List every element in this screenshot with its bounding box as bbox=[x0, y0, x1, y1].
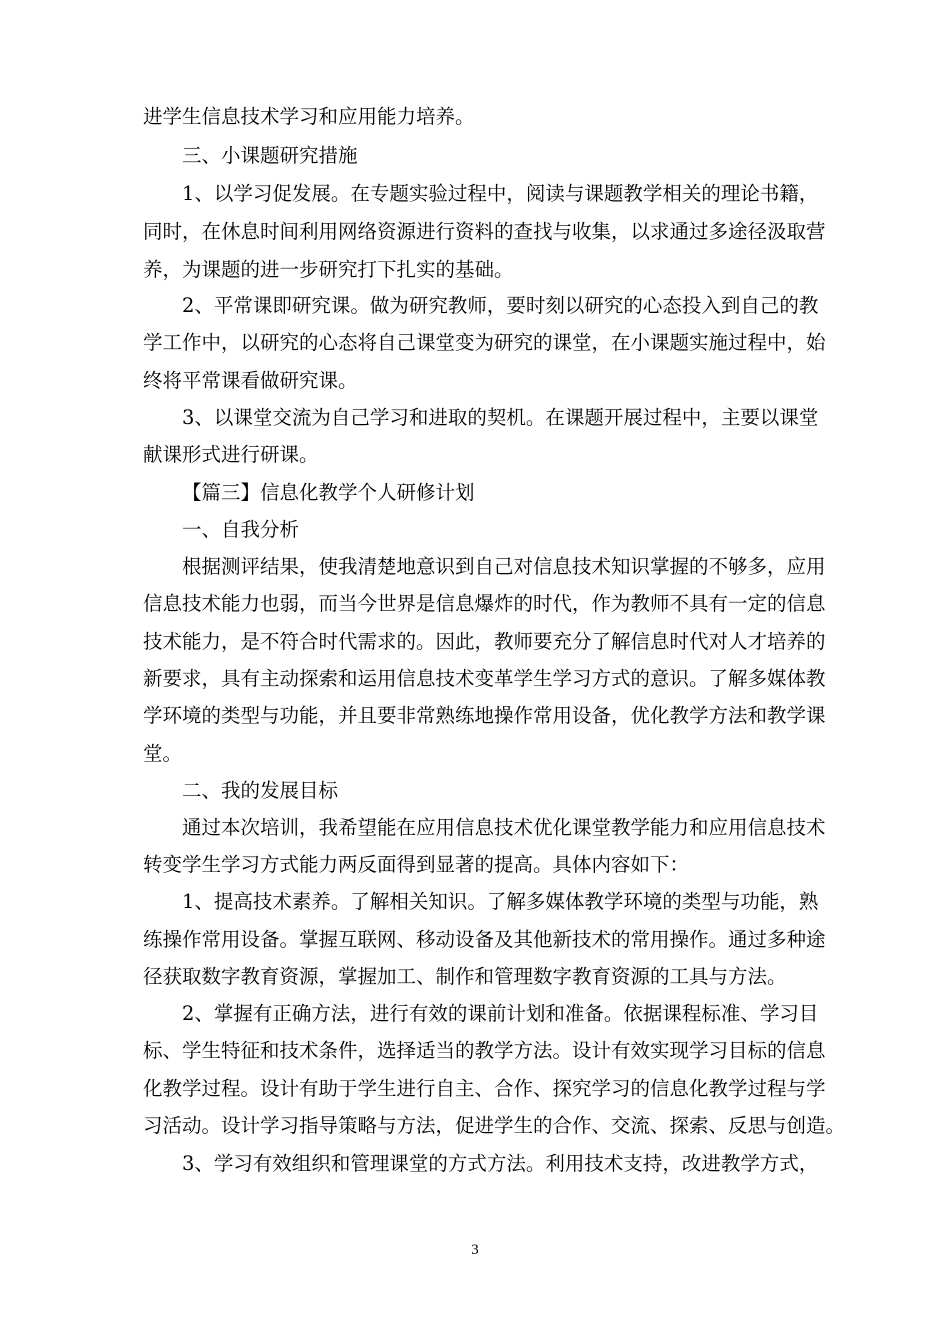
text-line: 进学生信息技术学习和应用能力培养。 bbox=[143, 105, 475, 128]
section-heading: 二、我的发展目标 bbox=[182, 779, 339, 802]
section-heading: 三、小课题研究措施 bbox=[182, 144, 358, 167]
text-line: 标、学生特征和技术条件，选择适当的教学方法。设计有效实现学习目标的信息 bbox=[143, 1039, 826, 1062]
page-number: 3 bbox=[471, 1242, 479, 1258]
text-line: 2、掌握有正确方法，进行有效的课前计划和准备。依据课程标准、学习目 bbox=[182, 1002, 819, 1025]
text-line: 学工作中，以研究的心态将自己课堂变为研究的课堂，在小课题实施过程中，始 bbox=[143, 331, 826, 354]
text-line: 堂。 bbox=[143, 742, 183, 765]
text-line: 习活动。设计学习指导策略与方法，促进学生的合作、交流、探索、反思与创造。 bbox=[143, 1114, 846, 1137]
text-line: 同时，在休息时间利用网络资源进行资料的查找与收集，以求通过多途径汲取营 bbox=[143, 220, 826, 243]
text-line: 1、以学习促发展。在专题实验过程中，阅读与课题教学相关的理论书籍， bbox=[182, 182, 819, 205]
text-line: 转变学生学习方式能力两反面得到显著的提高。具体内容如下： bbox=[143, 853, 690, 876]
text-line: 径获取数字教育资源，掌握加工、制作和管理数字教育资源的工具与方法。 bbox=[143, 965, 787, 988]
text-line: 化教学过程。设计有助于学生进行自主、合作、探究学习的信息化教学过程与学 bbox=[143, 1077, 826, 1100]
text-line: 技术能力，是不符合时代需求的。因此，教师要充分了解信息时代对人才培养的 bbox=[143, 630, 826, 653]
section-heading: 一、自我分析 bbox=[182, 518, 300, 541]
text-line: 通过本次培训，我希望能在应用信息技术优化课堂教学能力和应用信息技术 bbox=[182, 816, 826, 839]
text-line: 献课形式进行研课。 bbox=[143, 443, 319, 466]
text-line: 3、学习有效组织和管理课堂的方式方法。利用技术支持，改进教学方式， bbox=[182, 1152, 819, 1175]
article-heading: 【篇三】信息化教学个人研修计划 bbox=[182, 481, 475, 504]
text-line: 2、平常课即研究课。做为研究教师，要时刻以研究的心态投入到自己的教 bbox=[182, 294, 819, 317]
text-line: 3、以课堂交流为自己学习和进取的契机。在课题开展过程中，主要以课堂 bbox=[182, 406, 819, 429]
text-line: 信息技术能力也弱，而当今世界是信息爆炸的时代，作为教师不具有一定的信息 bbox=[143, 592, 826, 615]
text-line: 新要求，具有主动探索和运用信息技术变革学生学习方式的意识。了解多媒体教 bbox=[143, 667, 826, 690]
text-line: 终将平常课看做研究课。 bbox=[143, 369, 358, 392]
text-line: 根据测评结果，使我清楚地意识到自己对信息技术知识掌握的不够多，应用 bbox=[182, 555, 826, 578]
text-line: 学环境的类型与功能，并且要非常熟练地操作常用设备，优化教学方法和教学课 bbox=[143, 704, 826, 727]
text-line: 养，为课题的进一步研究打下扎实的基础。 bbox=[143, 258, 514, 281]
text-line: 练操作常用设备。掌握互联网、移动设备及其他新技术的常用操作。通过多种途 bbox=[143, 928, 826, 951]
text-line: 1、提高技术素养。了解相关知识。了解多媒体教学环境的类型与功能，熟 bbox=[182, 890, 819, 913]
